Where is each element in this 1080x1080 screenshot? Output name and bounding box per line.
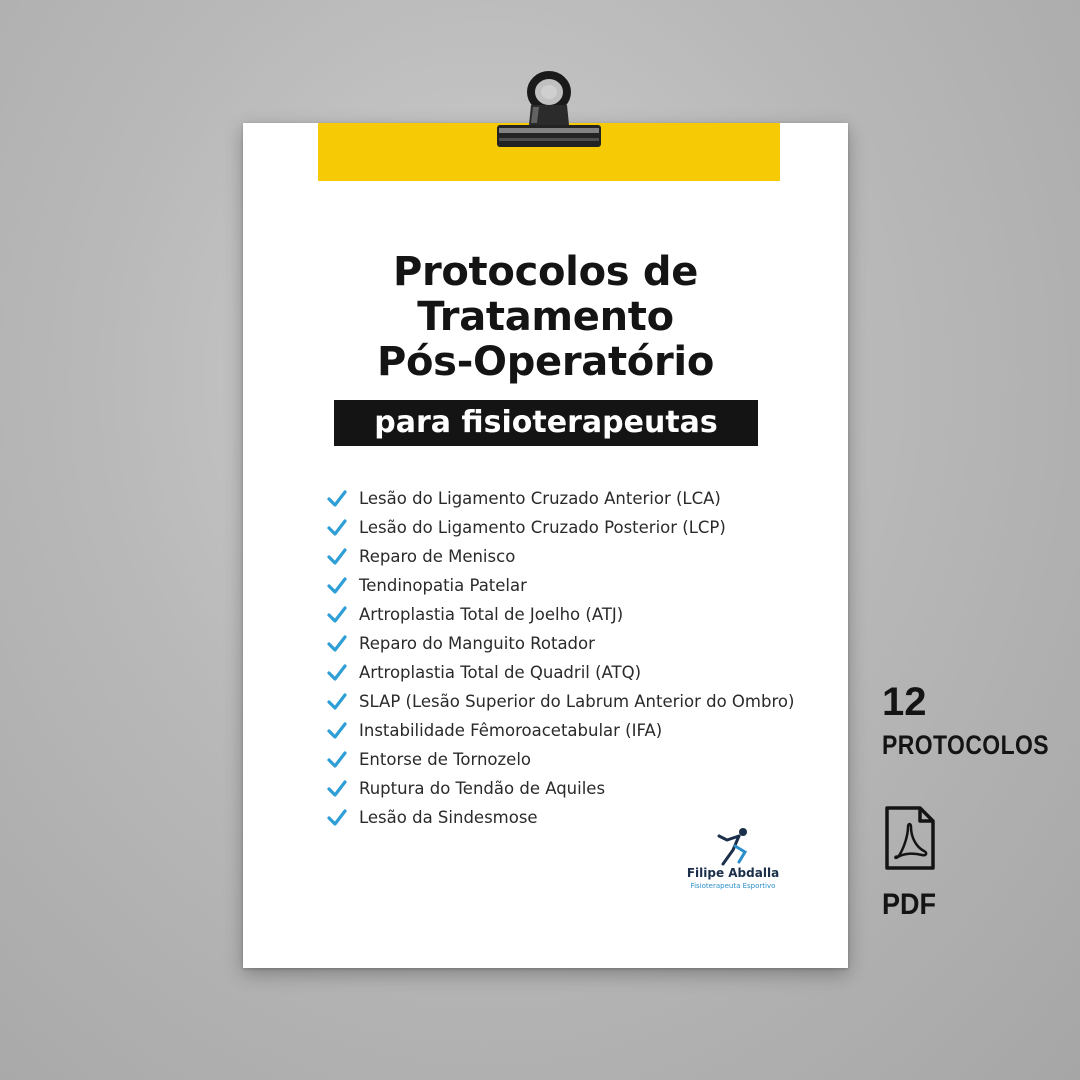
list-item: [327, 571, 827, 600]
brand-logo: [683, 826, 783, 896]
title-line-1: Protocolos de: [392, 249, 699, 295]
binder-clip-icon: [489, 67, 609, 167]
list-item-label: Ruptura do Tendão de Aquiles: [359, 779, 606, 798]
list-item: [327, 774, 827, 803]
list-item-label: Artroplastia Total de Joelho (ATJ): [359, 605, 624, 624]
list-item: [327, 687, 827, 716]
list-item: [327, 716, 827, 745]
list-item: [327, 658, 827, 687]
checkmark-icon: [327, 576, 347, 596]
checkmark-icon: [327, 779, 347, 799]
logo-tagline: Fisioterapeuta Esportivo: [690, 882, 776, 890]
list-item-label: Tendinopatia Patelar: [359, 576, 527, 595]
runner-logo-icon: [683, 826, 783, 866]
checkmark-icon: [327, 808, 347, 828]
page-title: [243, 250, 848, 385]
list-item-label: Lesão do Ligamento Cruzado Posterior (LCP): [359, 518, 726, 537]
checkmark-icon: [327, 634, 347, 654]
list-item: [327, 629, 827, 658]
checkmark-icon: [327, 547, 347, 567]
list-item: [327, 513, 827, 542]
checkmark-icon: [327, 692, 347, 712]
checkmark-icon: [327, 489, 347, 509]
list-item-label: Instabilidade Fêmoroacetabular (IFA): [359, 721, 663, 740]
checkmark-icon: [327, 605, 347, 625]
checkmark-icon: [327, 750, 347, 770]
logo-name: Filipe Abdalla: [686, 866, 780, 880]
list-item-label: Reparo de Menisco: [359, 547, 516, 566]
format-label: PDF: [882, 888, 936, 921]
protocol-count-label: PROTOCOLOS: [882, 730, 1050, 760]
list-item-label: Artroplastia Total de Quadril (ATQ): [359, 663, 642, 682]
list-item-label: SLAP (Lesão Superior do Labrum Anterior do Ombro): [359, 692, 795, 711]
subtitle-banner: para fisioterapeutas: [334, 400, 758, 446]
checkmark-icon: [327, 663, 347, 683]
list-item: [327, 600, 827, 629]
list-item-label: Entorse de Tornozelo: [359, 750, 532, 769]
protocol-count: 12: [882, 680, 927, 724]
pdf-file-icon: [884, 805, 936, 871]
title-line-3: Pós-Operatório: [376, 339, 714, 385]
list-item-label: Lesão da Sindesmose: [359, 808, 538, 827]
list-item-label: Lesão do Ligamento Cruzado Anterior (LCA): [359, 489, 721, 508]
list-item-label: Reparo do Manguito Rotador: [359, 634, 595, 653]
list-item: [327, 542, 827, 571]
list-item: [327, 745, 827, 774]
protocol-list: [327, 484, 827, 832]
checkmark-icon: [327, 518, 347, 538]
list-item: [327, 484, 827, 513]
checkmark-icon: [327, 721, 347, 741]
title-line-2: Tratamento: [417, 294, 674, 340]
